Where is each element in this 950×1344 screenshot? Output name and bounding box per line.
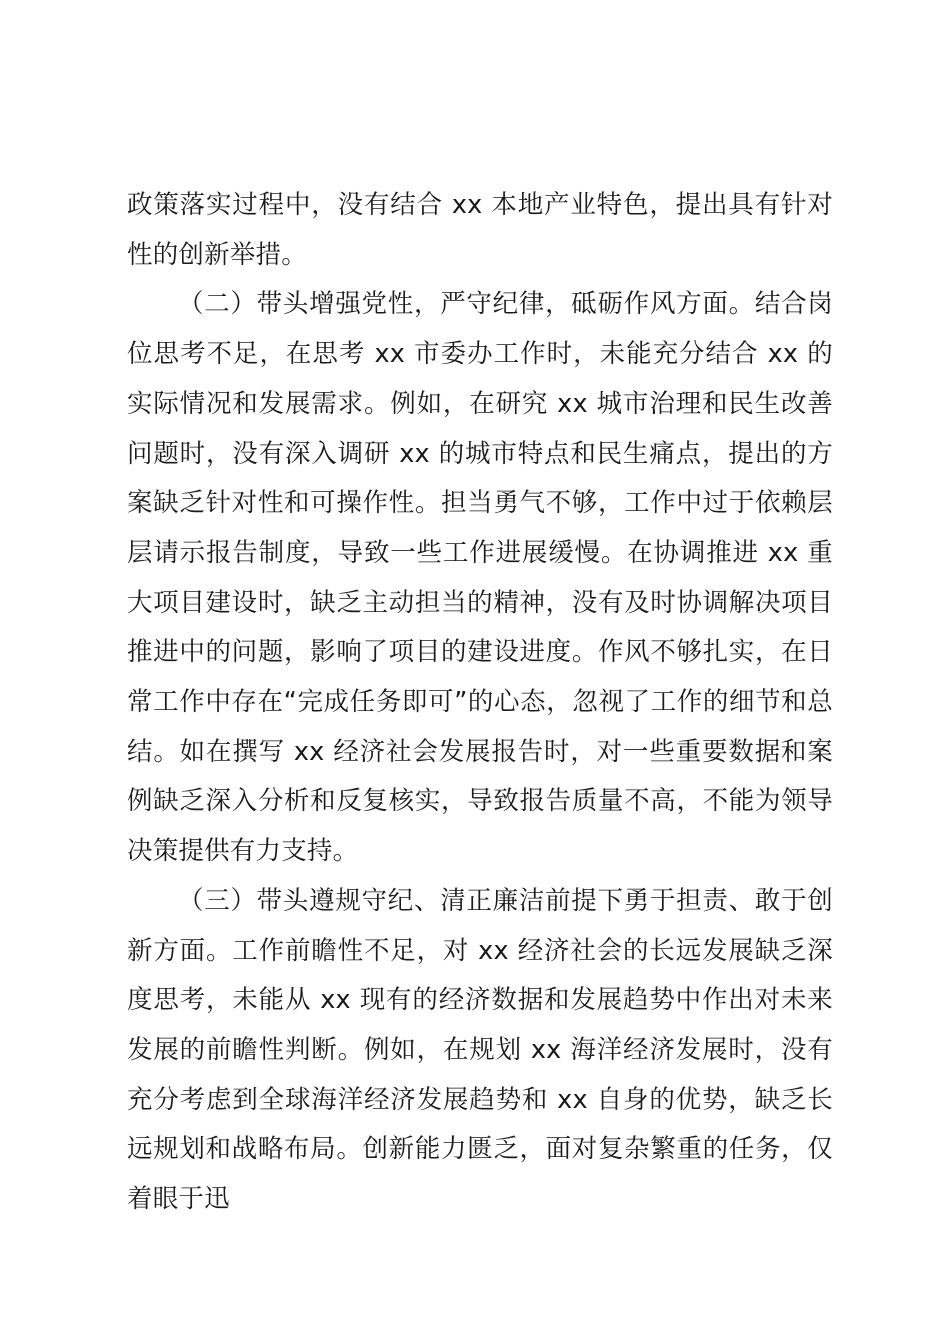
document-body: [127, 181, 833, 1225]
paragraph-continuation: 政策落实过程中，没有结合 xx 本地产业特色，提出具有针对性的创新举措。: [127, 190, 833, 270]
paragraph-section-three: （三）带头遵规守纪、清正廉洁前提下勇于担责、敢于创新方面。工作前瞻性不足，对 xx 经济社会的长远发展缺乏深度思考，未能从 xx 现有的经济数据和发展趋势中作出对未来发展的前瞻性判断。例如，在规划 xx 海洋经济发展时，没有充分考虑到全球海洋经济发展趋势和 xx 自身的优势，缺乏长远规划和战略布局。创新能力匮乏，面对复杂繁重的任务，仅着眼于迅: [127, 885, 833, 1215]
paragraph-section-two: （二）带头增强党性，严守纪律，砥砺作风方面。结合岗位思考不足，在思考 xx 市委办工作时，未能充分结合 xx 的实际情况和发展需求。例如，在研究 xx 城市治理和民生改善问题时，没有深入调研 xx 的城市特点和民生痛点，提出的方案缺乏针对性和可操作性。担当勇气不够，工作中过于依赖层层请示报告制度，导致一些工作进展缓慢。在协调推进 xx 重大项目建设时，缺乏主动担当的精神，没有及时协调解决项目推进中的问题，影响了项目的建设进度。作风不够扎实，在日常工作中存在“完成任务即可”的心态，忽视了工作的细节和总结。如在撰写 xx 经济社会发展报告时，对一些重要数据和案例缺乏深入分析和反复核实，导致报告质量不高，不能为领导决策提供有力支持。: [127, 289, 833, 867]
